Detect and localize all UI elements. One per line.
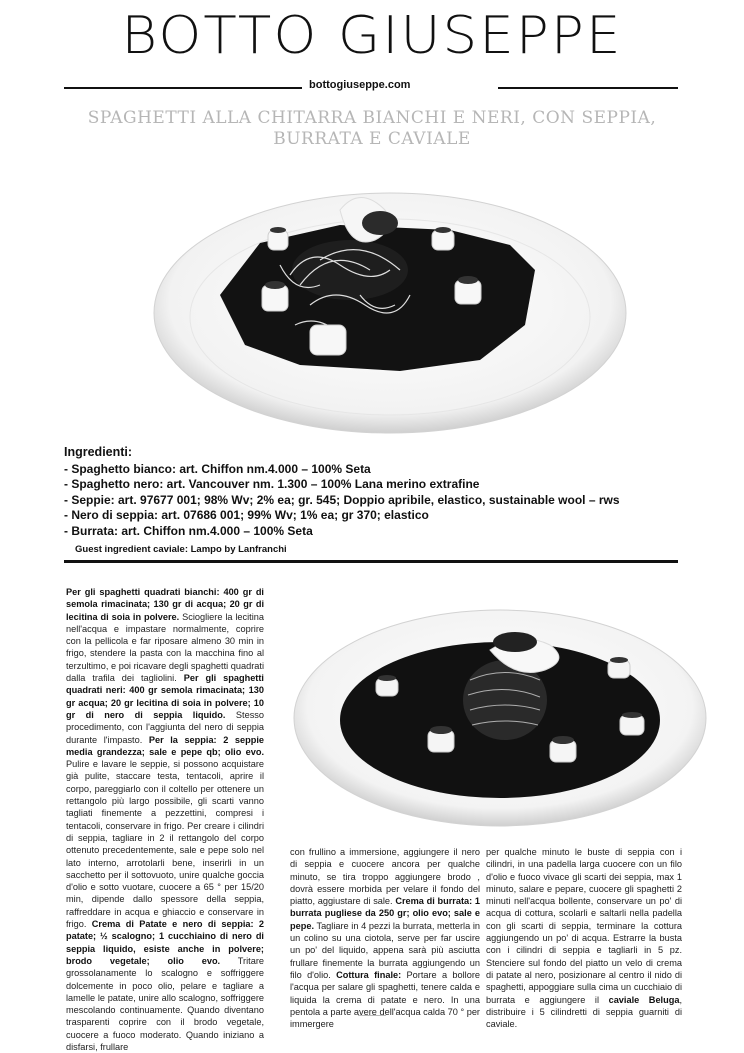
website-row [64,78,678,98]
recipe-bold-segment: Cottura finale: [336,969,402,980]
recipe-text-segment: Tritare grossolanamente lo scalogno e soffriggere dolcemente in poco olio, pelare e tagliare a lamelle le patate, unire allo scalogno, soffriggere mescolando continuamente. Quando diventano trasparenti coprire con il brodo vegetale, cuocere a fuoco moderato. Quando iniziano a disfarsi, frullare [66,955,264,1052]
recipe-text-segment: , distribuire i 5 cilindretti di seppia guarniti di caviale. [486,994,682,1030]
recipe-column-3 [486,846,682,1030]
recipe-column-1 [66,586,264,1053]
recipe-bold-segment: Crema di Patate e nero di seppia: 2 patate; ½ scalogno; 1 cucchiaino di nero di seppia liquido, esiste anche in polvere; brodo vegetale; olio evo. [66,919,264,966]
dish-photo-secondary [290,600,710,835]
recipe-text-segment: Stesso procedimento, con l'aggiunta del nero di seppia durante l'impasto. [66,709,264,745]
divider-right [498,87,678,89]
ingredient-item: - Nero di seppia: art. 07686 001; 99% Wv; 1% ea; gr 370; elastico [64,508,429,522]
recipe-bold-segment: Per gli spaghetti quadrati bianchi: 400 gr di semola rimacinata; 130 gr di acqua; 20 gr di lecitina di soia in polvere. [66,587,264,622]
recipe-text-segment: Portare a bollore l'acqua per salare gli spaghetti, tenere calda e liquida la crema di patate e nero. In una pentola a parte avere dell'acqua calda 70 ° per immergere [290,969,480,1030]
section-divider [64,560,678,563]
dish-photo-main [150,175,630,440]
recipe-bold-segment: Per la seppia: 2 seppie media grandezza; sale e pepe qb; olio evo. [66,734,264,757]
recipe-text-segment: Pulire e lavare le seppie, si possono acquistare già pulite, staccare testa, tentacoli, aprire il corpo, pareggiarlo con il coltello per ottenere un rettangolo più largo possibile, gli scarti vanno tagliati finemente a pezzettini, compresi i tentacoli, conservare in frigo. Per creare i cilindri di seppia, tagliare in 2 il rettangolo del corpo ottenuto precedentemente, sale e pepe solo nel lato interno, arrotolarli bene, inserirli in un sacchetto per il sottovuoto, unire qualche goccia d'olio e sotto vuotare, cuocere a 65 ° per 15/20 min, dipende dallo spessore della seppia, raffreddare in acqua e ghiaccio e conservare in frigo. [66,759,264,930]
recipe-text-segment: Tagliare in 4 pezzi la burrata, metterla in un colino su una ciotola, serve per far uscire un po' del liquido, appena sarà più asciutta frullare finemente la burrata aggiungendo un filo d'olio. [290,920,480,980]
recipe-bold-segment: caviale Beluga [608,994,680,1005]
ingredient-item: - Spaghetto bianco: art. Chiffon nm.4.000 – 100% Seta [64,461,371,476]
recipe-column-2 [290,846,480,1030]
ingredient-item: - Spaghetto nero: art. Vancouver nm. 1.300 – 100% Lana merino extrafine [64,477,480,491]
brand-title: BOTTO GIUSEPPE [121,6,623,66]
ingredient-item: - Burrata: art. Chiffon nm.4.000 – 100% Seta [64,523,313,538]
ingredients-block [64,445,704,558]
recipe-bold-segment: Crema di burrata: 1 burrata pugliese da 250 gr; olio evo; sale e pepe. [290,896,481,931]
guest-ingredient: Guest ingredient caviale: Lampo by Lanfranchi [75,544,287,555]
recipe-title: SPAGHETTI ALLA CHITARRA BIANCHI E NERI, CON SEPPIA, BURRATA E CAVIALE [87,108,657,149]
divider-left [64,87,302,89]
ingredients-heading: Ingredienti: [64,445,133,459]
website-link[interactable]: bottogiuseppe.com [309,79,411,91]
ingredient-item: - Seppie: art. 97677 001; 98% Wv; 2% ea; gr. 545; Doppio apribile, elastico, sustainable wool – rws [64,492,620,507]
recipe-text-segment: Sciogliere la lecitina nell'acqua e impastare normalmente, coprire con la pellicola e far riposare almeno 30 min in frigo, stendere la pasta con la macchina fino al terzultimo, e poi ricavare degli spaghetti quadrati dalla trafila dei tagliolini. [66,611,264,684]
recipe-text-segment: per qualche minuto le buste di seppia con i cilindri, in una padella larga cuocere con un filo d'olio e fuoco vivace gli scarti dei seppia, max 1 minuto, salare e pepare, cuocere gli spaghetti 2 minuti nell'acqua bollente, conservare un po' di acqua di cottura, scolarli e saltarli nella padella con gli scarti di seppia, terminare la cottura aggiungendo un po' di acqua. Estrarre la busta con i cilindri di seppia e tagliarli in 5 pz. Stenciere sul fondo del piatto un velo di crema di patate al nero, posizionare al centro il nido di spaghetti, appoggiare sulla cima un cucchiaio di burrata e aggiungere il [486,847,682,1005]
recipe-bold-segment: Per gli spaghetti quadrati neri: 400 gr semola rimacinata; 130 gr acqua; 20 gr lecitina di soia in polvere; 10 gr di nero di seppia liquido. [66,673,264,720]
page-marker [358,1015,386,1030]
recipe-text-segment: con frullino a immersione, aggiungere il nero di seppia e cuocere ancora per qualche minuto, se tira troppo aggiungere brodo , dovrà essere morbida per velare il fondo del piatto, aggiustare di sale. [290,847,480,907]
